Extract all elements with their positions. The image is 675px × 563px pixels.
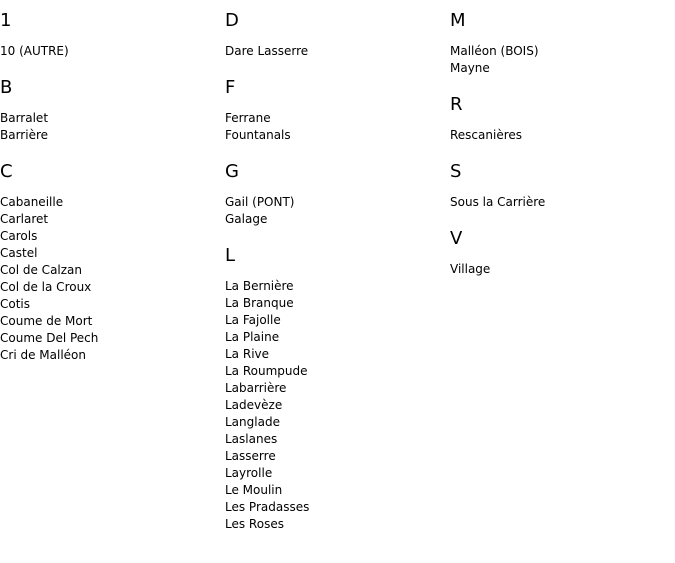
place-list (0, 194, 220, 364)
letter-group (450, 228, 670, 278)
letter-group (450, 161, 670, 211)
place-link[interactable]: Carols (0, 229, 38, 243)
place-list (450, 43, 670, 77)
letter-heading: B (0, 77, 13, 98)
place-list (225, 43, 445, 60)
place-link[interactable]: Labarrière (225, 381, 287, 395)
place-list (450, 127, 670, 144)
place-link[interactable]: Village (450, 262, 491, 276)
place-link[interactable]: Le Moulin (225, 483, 283, 497)
letter-heading: F (225, 77, 236, 98)
place-link[interactable]: La Bernière (225, 279, 294, 293)
place-link[interactable]: Ferrane (225, 111, 271, 125)
place-list (225, 110, 445, 144)
place-list (0, 110, 220, 144)
place-link[interactable]: Cabaneille (0, 195, 64, 209)
letter-heading: 1 (0, 10, 12, 31)
place-link[interactable]: Gail (PONT) (225, 195, 295, 209)
place-link[interactable]: Coume Del Pech (0, 331, 99, 345)
place-link[interactable]: Col de la Croux (0, 280, 92, 294)
index-column-3 (450, 10, 670, 295)
letter-group (450, 10, 670, 77)
letter-group (225, 10, 445, 60)
place-link[interactable]: La Rive (225, 347, 270, 361)
place-link[interactable]: Laslanes (225, 432, 278, 446)
letter-heading: S (450, 161, 462, 182)
place-link[interactable]: Cri de Malléon (0, 348, 86, 362)
place-link[interactable]: Langlade (225, 415, 280, 429)
letter-group (225, 77, 445, 144)
letter-group (450, 94, 670, 144)
place-link[interactable]: Cotis (0, 297, 31, 311)
place-list (0, 43, 220, 60)
place-list (225, 278, 445, 533)
place-link[interactable]: Barrière (0, 128, 49, 142)
letter-group (0, 77, 220, 144)
place-link[interactable]: Carlaret (0, 212, 49, 226)
place-link[interactable]: La Roumpude (225, 364, 308, 378)
place-link[interactable]: Les Roses (225, 517, 284, 531)
place-link[interactable]: La Fajolle (225, 313, 281, 327)
place-list (225, 194, 445, 228)
letter-heading: M (450, 10, 466, 31)
letter-heading: D (225, 10, 239, 31)
place-list (450, 194, 670, 211)
place-list (450, 261, 670, 278)
place-link[interactable]: Col de Calzan (0, 263, 83, 277)
place-link[interactable]: 10 (AUTRE) (0, 44, 69, 58)
letter-heading: V (450, 228, 463, 249)
place-link[interactable]: La Plaine (225, 330, 280, 344)
place-link[interactable]: La Branque (225, 296, 294, 310)
index-column-2 (225, 10, 445, 550)
place-link[interactable]: Lasserre (225, 449, 276, 463)
letter-group (225, 245, 445, 533)
place-link[interactable]: Barralet (0, 111, 49, 125)
place-link[interactable]: Sous la Carrière (450, 195, 546, 209)
place-link[interactable]: Dare Lasserre (225, 44, 309, 58)
letter-heading: L (225, 245, 236, 266)
place-link[interactable]: Fountanals (225, 128, 291, 142)
index-column-1 (0, 10, 220, 381)
place-link[interactable]: Coume de Mort (0, 314, 93, 328)
letter-heading: G (225, 161, 239, 182)
letter-heading: C (0, 161, 13, 182)
place-link[interactable]: Les Pradasses (225, 500, 310, 514)
letter-heading: R (450, 94, 463, 115)
place-link[interactable]: Galage (225, 212, 268, 226)
letter-group (225, 161, 445, 228)
place-link[interactable]: Ladevèze (225, 398, 283, 412)
place-link[interactable]: Malléon (BOIS) (450, 44, 539, 58)
place-link[interactable]: Mayne (450, 61, 490, 75)
letter-group (0, 10, 220, 60)
place-link[interactable]: Layrolle (225, 466, 273, 480)
place-link[interactable]: Rescanières (450, 128, 523, 142)
letter-group (0, 161, 220, 364)
place-link[interactable]: Castel (0, 246, 38, 260)
